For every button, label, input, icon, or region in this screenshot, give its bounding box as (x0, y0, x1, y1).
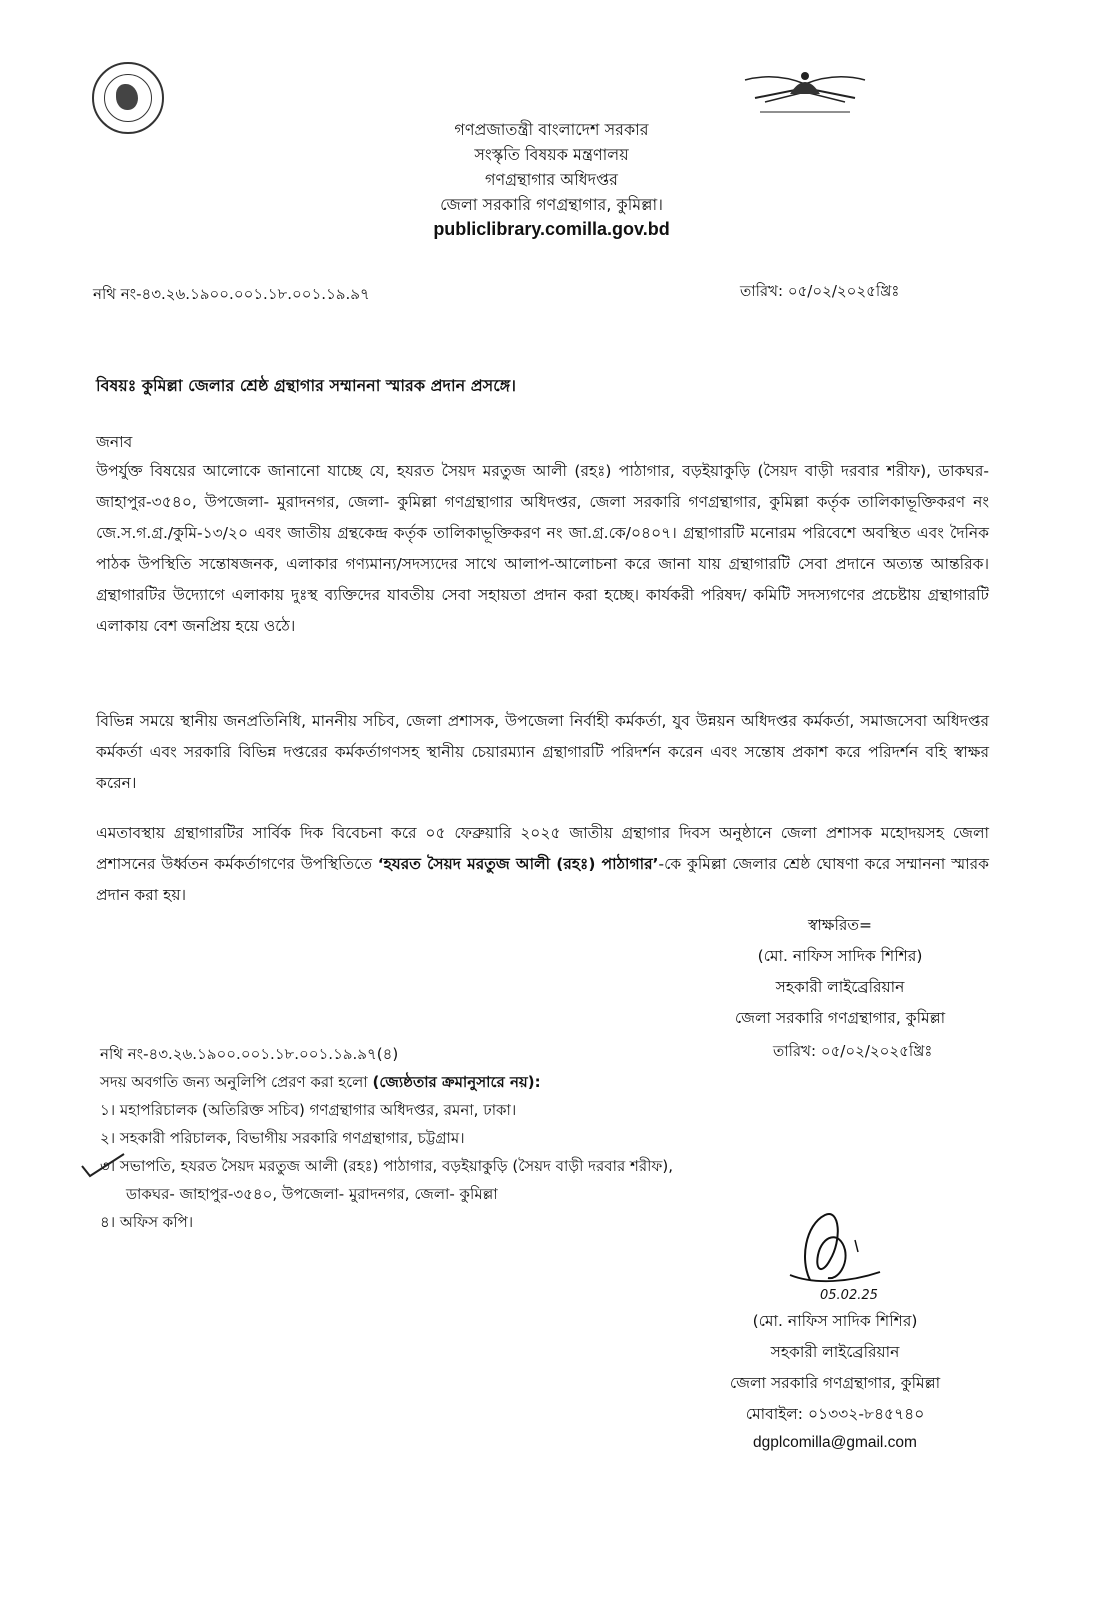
list-item: ১। মহাপরিচালক (অতিরিক্ত সচিব) গণগ্রন্থাগার অধিদপ্তর, রমনা, ঢাকা। (100, 1101, 517, 1119)
email-address: dgplcomilla@gmail.com (753, 1434, 917, 1451)
paragraph-3-text-b: -কে কুমিল্লা জেলার শ্রেষ্ঠ ঘোষণা করে সম্মাননা স্মারক প্রদান করা হয়। (96, 855, 989, 904)
signatory-title: সহকারী লাইব্রেরিয়ান (775, 978, 905, 996)
header-line-3: গণগ্রন্থাগার অধিদপ্তর (484, 170, 618, 189)
list-item: ৩। সভাপতি, হযরত সৈয়দ মরতুজ আলী (রহঃ) পাঠাগার, বড়ইয়াকুড়ি (সৈয়দ বাড়ী দরবার শরীফ), (100, 1157, 673, 1175)
copy-intro-bold: (জ্যেষ্ঠতার ক্রমানুসারে নয়): (372, 1073, 541, 1091)
handwritten-date: 05.02.25 (820, 1288, 878, 1303)
salutation: জনাব (96, 433, 133, 451)
signed-label: স্বাক্ষরিত= (807, 916, 873, 934)
reference-date: তারিখ: ০৫/০২/২০২৫খ্রিঃ (740, 282, 900, 300)
signature-block-1 (690, 910, 990, 1034)
letterhead (0, 117, 1103, 242)
signatory-office: জেলা সরকারি গণগ্রন্থাগার, কুমিল্লা (729, 1374, 941, 1392)
list-item: ডাকঘর- জাহাপুর-৩৫৪০, উপজেলা- মুরাদনগর, জেলা- কুমিল্লা (126, 1185, 498, 1203)
signature-block-2 (685, 1306, 985, 1456)
list-item: ২। সহকারী পরিচালক, বিভাগীয় সরকারি গণগ্রন্থাগার, চট্টগ্রাম। (100, 1129, 465, 1147)
library-name-bold: ‘হযরত সৈয়দ মরতুজ আলী (রহঃ) পাঠাগার’ (377, 855, 659, 873)
website-url: publiclibrary.comilla.gov.bd (433, 219, 670, 239)
signatory-office: জেলা সরকারি গণগ্রন্থাগার, কুমিল্লা (734, 1009, 946, 1027)
list-item: ৪। অফিস কপি। (100, 1213, 194, 1231)
header-line-4: জেলা সরকারি গণগ্রন্থাগার, কুমিল্লা। (440, 195, 663, 214)
signatory-name: (মো. নাফিস সাদিক শিশির) (752, 1312, 918, 1330)
library-day-logo-icon (735, 50, 875, 120)
reference-number: নথি নং-৪৩.২৬.১৯০০.০০১.১৮.০০১.১৯.৯৭ (93, 285, 370, 303)
copy-reference-date: তারিখ: ০৫/০২/২০২৫খ্রিঃ (773, 1042, 933, 1060)
mobile-number: মোবাইল: ০১৩৩২-৮৪৫৭৪০ (745, 1405, 925, 1423)
copy-intro-text: সদয় অবগতি জন্য অনুলিপি প্রেরণ করা হলো (100, 1073, 373, 1091)
signatory-title: সহকারী লাইব্রেরিয়ান (770, 1343, 900, 1361)
check-mark-icon (78, 1150, 128, 1180)
header-line-2: সংস্কৃতি বিষয়ক মন্ত্রণালয় (474, 145, 629, 164)
signatory-name: (মো. নাফিস সাদিক শিশির) (757, 947, 923, 965)
body-paragraph-3 (96, 818, 989, 911)
body-paragraph-1: উপর্যুক্ত বিষয়ের আলোকে জানানো যাচ্ছে যে, হযরত সৈয়দ মরতুজ আলী (রহঃ) পাঠাগার, বড়ইয়াকুড়ি (সৈয়দ বাড়ী দরবার শরীফ), ডাকঘর- জাহাপুর-৩৫৪০, উপজেলা- মুরাদনগর, জেলা- কুমিল্লা গণগ্রন্থাগার অধিদপ্তর, জেলা সরকারি গণগ্রন্থাগার, কুমিল্লা কর্তৃক তালিকাভূক্তিকরণ নং জে.স.গ.গ্র./কুমি-১৩/২০ এবং জাতীয় গ্রন্থকেন্দ্র কর্তৃক তালিকাভূক্তিকরণ নং জা.গ্র.কে/০৪০৭। গ্রন্থাগারটি মনোরম পরিবেশে অবস্থিত এবং দৈনিক পাঠক উপস্থিতি সন্তোষজনক, এলাকার গণ্যমান্য/সদস্যদের সাথে আলাপ-আলোচনা করে জানা যায় গ্রন্থাগারটি সেবা প্রদানে অত্যন্ত আন্তরিক। গ্রন্থাগারটির উদ্যোগে এলাকায় দুঃস্থ ব্যক্তিদের যাবতীয় সেবা সহায়তা প্রদান করা হচ্ছে। কার্যকরী পরিষদ/ কমিটি সদস্যগণের প্রচেষ্টায় গ্রন্থাগারটি এলাকায় বেশ জনপ্রিয় হয়ে ওঠে। (96, 462, 989, 635)
body-paragraph-2: বিভিন্ন সময়ে স্থানীয় জনপ্রতিনিধি, মাননীয় সচিব, জেলা প্রশাসক, উপজেলা নির্বাহী কর্মকর্তা, যুব উন্নয়ন অধিদপ্তর কর্মকর্তা, সমাজসেবা অধিদপ্তর কর্মকর্তা এবং সরকারি বিভিন্ন দপ্তরের কর্মকর্তাগণসহ স্থানীয় চেয়ারম্যান গ্রন্থাগারটি পরিদর্শন করেন এবং সন্তোষ প্রকাশ করে পরিদর্শন বহি স্বাক্ষর করেন। (96, 712, 989, 792)
paragraph-3-text-a: এমতাবস্থায় গ্রন্থাগারটির সার্বিক দিক বিবেচনা করে ০৫ ফেব্রুয়ারি ২০২৫ জাতীয় গ্রন্থাগার দিবস অনুষ্ঠানে জেলা প্রশাসক মহোদয়সহ জেলা প্রশাসনের উর্ধ্বতন কর্মকর্তাগণের উপস্থিতিতে (96, 824, 989, 873)
header-line-1: গণপ্রজাতন্ত্রী বাংলাদেশ সরকার (454, 120, 649, 139)
copy-intro (100, 1068, 920, 1096)
subject-line: বিষয়ঃ কুমিল্লা জেলার শ্রেষ্ঠ গ্রন্থাগার সম্মাননা স্মারক প্রদান প্রসঙ্গে। (96, 376, 516, 395)
copy-reference-number: নথি নং-৪৩.২৬.১৯০০.০০১.১৮.০০১.১৯.৯৭(৪) (100, 1045, 399, 1063)
